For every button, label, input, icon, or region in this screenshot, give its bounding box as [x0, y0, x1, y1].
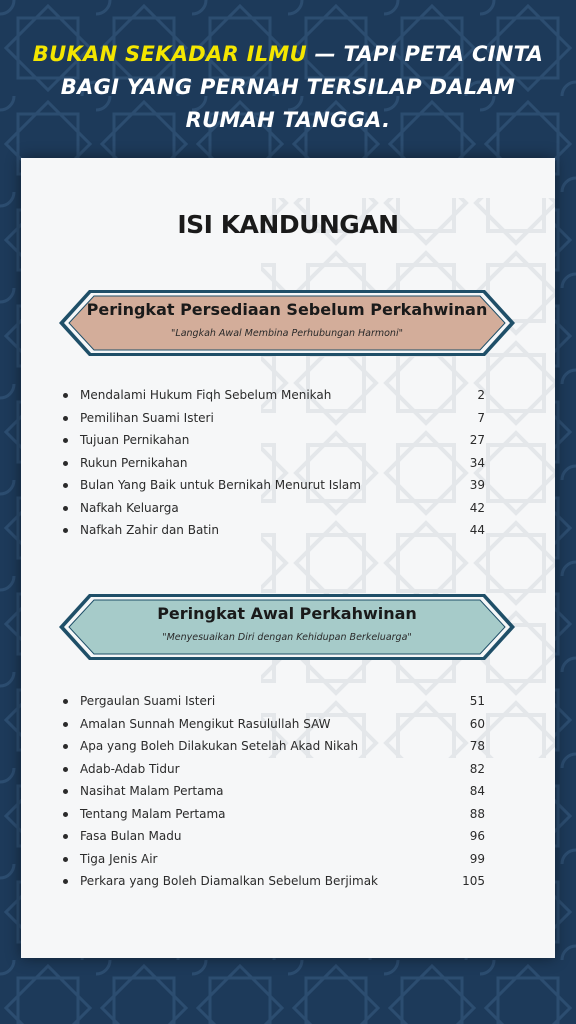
toc-item-label: Mendalami Hukum Fiqh Sebelum Menikah: [80, 388, 332, 402]
toc-item-page: 88: [469, 806, 485, 821]
toc-item[interactable]: [61, 519, 497, 542]
toc-item[interactable]: [61, 735, 497, 758]
bullet: [63, 506, 68, 511]
bullet: [63, 699, 68, 704]
bullet: [63, 416, 68, 421]
toc-list-persediaan: [61, 384, 497, 542]
toc-item-label: Tentang Malam Pertama: [80, 806, 226, 821]
toc-item[interactable]: [61, 803, 497, 826]
bullet: [63, 722, 68, 727]
toc-item-label: Adab-Adab Tidur: [80, 761, 180, 776]
section-subtitle: "Menyesuaikan Diri dengan Kehidupan Berkeluarga": [162, 632, 412, 643]
section-title: Peringkat Persediaan Sebelum Perkahwinan: [86, 300, 488, 319]
bullet: [63, 438, 68, 443]
toc-item-label: Amalan Sunnah Mengikut Rasulullah SAW: [80, 716, 331, 731]
bullet: [63, 393, 68, 398]
toc-item[interactable]: [61, 713, 497, 736]
headline-line3: RUMAH TANGGA.: [185, 108, 391, 132]
toc-item-page: 42: [469, 500, 485, 515]
bullet: [63, 879, 68, 884]
toc-item[interactable]: [61, 870, 497, 893]
toc-item-page: 84: [469, 784, 485, 798]
toc-item-page: 51: [469, 694, 485, 708]
toc-item-label: Rukun Pernikahan: [80, 455, 188, 470]
toc-item[interactable]: [61, 780, 497, 803]
banner-frame: [55, 586, 519, 668]
section-banner-persediaan: [55, 282, 519, 364]
banner-frame: [55, 282, 519, 364]
toc-item-page: 82: [469, 761, 485, 776]
toc-item[interactable]: [61, 474, 497, 497]
toc-item-page: 78: [469, 739, 485, 753]
toc-item-label: Nafkah Keluarga: [80, 500, 179, 515]
toc-item-page: 96: [469, 829, 485, 843]
toc-item-label: Nasihat Malam Pertama: [80, 784, 224, 798]
toc-item-label: Bulan Yang Baik untuk Bernikah Menurut Islam: [80, 478, 361, 492]
toc-item-label: Apa yang Boleh Dilakukan Setelah Akad Nikah: [80, 739, 359, 753]
headline-line2: BAGI YANG PERNAH TERSILAP DALAM: [60, 75, 516, 99]
toc-item[interactable]: [61, 758, 497, 781]
bullet: [63, 789, 68, 794]
toc-item-label: Tiga Jenis Air: [80, 851, 158, 866]
toc-item-page: 34: [469, 455, 485, 470]
toc-item[interactable]: [61, 407, 497, 430]
toc-item-label: Nafkah Zahir dan Batin: [80, 523, 219, 537]
headline: [0, 38, 576, 137]
toc-item[interactable]: [61, 848, 497, 871]
bullet: [63, 857, 68, 862]
toc-item[interactable]: [61, 452, 497, 475]
toc-item-label: Tujuan Pernikahan: [80, 433, 190, 447]
section-title: Peringkat Awal Perkahwinan: [157, 604, 417, 623]
toc-item-page: 39: [469, 478, 485, 492]
toc-item-page: 7: [477, 410, 485, 425]
toc-item-page: 105: [462, 874, 485, 888]
toc-item-page: 2: [477, 388, 485, 402]
toc-item-page: 44: [469, 523, 485, 537]
bullet: [63, 744, 68, 749]
toc-item-label: Perkara yang Boleh Diamalkan Sebelum Berjimak: [80, 874, 378, 888]
bullet: [63, 528, 68, 533]
section-banner-awal: [55, 586, 519, 668]
toc-item-label: Fasa Bulan Madu: [80, 829, 182, 843]
toc-item-label: Pergaulan Suami Isteri: [80, 694, 216, 708]
bullet: [63, 812, 68, 817]
toc-item-page: 99: [469, 851, 485, 866]
toc-item[interactable]: [61, 690, 497, 713]
toc-item[interactable]: [61, 429, 497, 452]
toc-item-page: 60: [469, 716, 485, 731]
toc-item[interactable]: [61, 497, 497, 520]
toc-title: ISI KANDUNGAN: [177, 210, 399, 239]
section-subtitle: "Langkah Awal Membina Perhubungan Harmoni": [171, 328, 403, 339]
toc-item-page: 27: [469, 433, 485, 447]
headline-highlight: BUKAN SEKADAR ILMU: [32, 42, 307, 66]
bullet: [63, 461, 68, 466]
bullet: [63, 834, 68, 839]
toc-item-label: Pemilihan Suami Isteri: [80, 410, 214, 425]
toc-item[interactable]: [61, 384, 497, 407]
toc-item[interactable]: [61, 825, 497, 848]
bullet: [63, 767, 68, 772]
table-of-contents-page: [21, 158, 555, 958]
bullet: [63, 483, 68, 488]
toc-list-awal: [61, 690, 497, 893]
headline-line1: — TAPI PETA CINTA: [306, 42, 544, 66]
